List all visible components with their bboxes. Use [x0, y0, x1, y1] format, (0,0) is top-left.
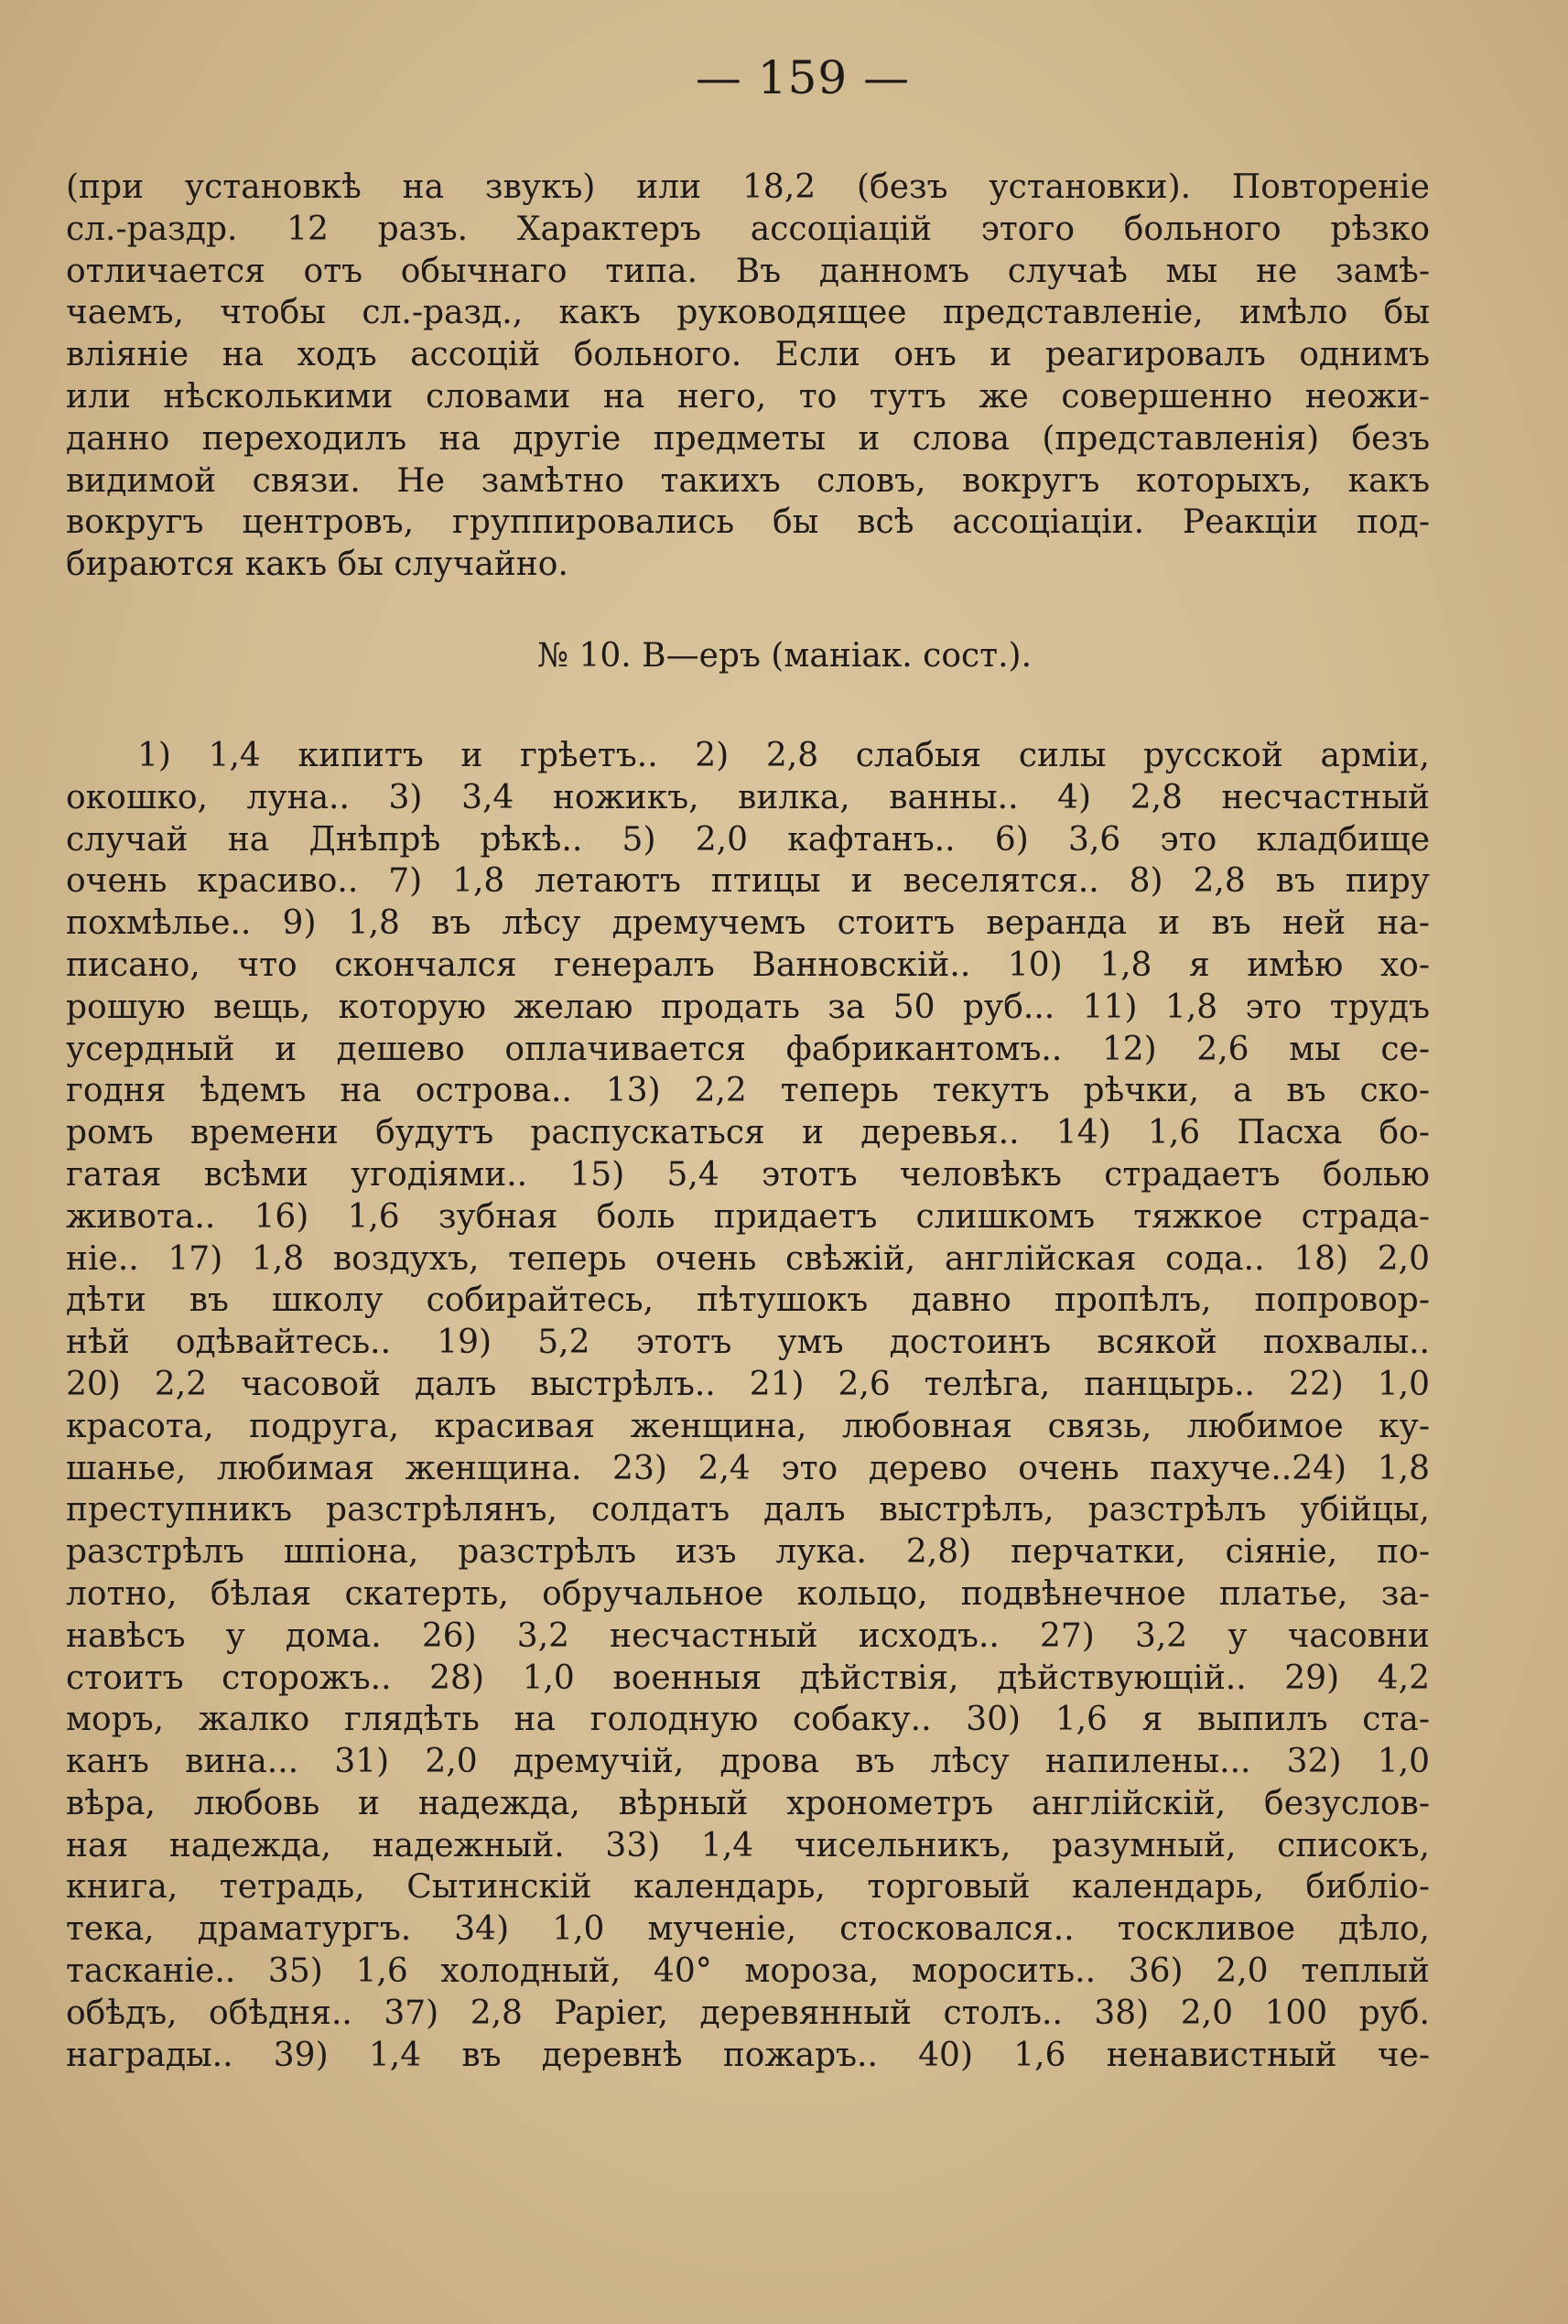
text-line: 1) 1,4 кипитъ и грѣетъ.. 2) 2,8 слабыя силы русской арміи,	[137, 736, 1430, 774]
text-line: писано, что скончался генералъ Ванновскій.. 10) 1,8 я имѣю хо-	[66, 946, 1430, 984]
text-line: ная надежда, надежный. 33) 1,4 чисельникъ, разумный, списокъ,	[66, 1826, 1430, 1865]
text-line: шанье, любимая женщина. 23) 2,4 это дерево очень пахуче..24) 1,8	[66, 1449, 1430, 1487]
text-line: видимой связи. Не замѣтно такихъ словъ, вокругъ которыхъ, какъ	[66, 461, 1430, 500]
text-line: разстрѣлъ шпіона, разстрѣлъ изъ лука. 2,8) перчатки, сіяніе, по-	[66, 1533, 1430, 1572]
paragraph-1	[66, 167, 1430, 586]
page-number: — 159 —	[695, 51, 911, 104]
section-heading: № 10. В—еръ (маніак. сост.).	[536, 636, 1033, 675]
text-line: гатая всѣми угодіями.. 15) 5,4 этотъ человѣкъ страдаетъ болью	[66, 1155, 1430, 1194]
text-line: моръ, жалко глядѣть на голодную собаку.. 30) 1,6 я выпилъ ста-	[66, 1701, 1430, 1739]
text-line: книга, тетрадь, Сытинскій календарь, торговый календарь, библіо-	[66, 1868, 1430, 1907]
text-line: годня ѣдемъ на острова.. 13) 2,2 теперь текутъ рѣчки, а въ ско-	[66, 1072, 1430, 1110]
text-line: данно переходилъ на другіе предметы и слова (представленія) безъ	[66, 419, 1430, 458]
paragraph-2	[66, 735, 1430, 2077]
text-line: дѣти въ школу собирайтесь, пѣтушокъ давно пропѣлъ, попровор-	[66, 1281, 1430, 1320]
text-line: чаемъ, чтобы сл.-разд., какъ руководящее представленіе, имѣло бы	[66, 294, 1430, 332]
text-line: красота, подруга, красивая женщина, любовная связь, любимое ку-	[66, 1407, 1430, 1445]
text-line: лотно, бѣлая скатерть, обручальное кольцо, подвѣнечное платье, за-	[66, 1574, 1430, 1613]
text-line: вліяніе на ходъ ассоцій больного. Если онъ и реагировалъ однимъ	[66, 336, 1430, 374]
book-page	[66, 51, 1430, 2076]
text-line: бираются какъ бы случайно.	[66, 546, 568, 584]
text-line: окошко, луна.. 3) 3,4 ножикъ, вилка, ванны.. 4) 2,8 несчастный	[66, 778, 1430, 816]
text-line: вокругъ центровъ, группировались бы всѣ ассоціаціи. Реакціи под-	[66, 503, 1430, 542]
text-line: тека, драматургъ. 34) 1,0 мученіе, стосковался.. тоскливое дѣло,	[66, 1910, 1430, 1949]
text-line: рошую вещь, которую желаю продать за 50 руб... 11) 1,8 это трудъ	[66, 988, 1430, 1026]
text-line: навѣсъ у дома. 26) 3,2 несчастный исходъ.. 27) 3,2 у часовни	[66, 1616, 1430, 1655]
text-line: нѣй одѣвайтесь.. 19) 5,2 этотъ умъ достоинъ всякой похвалы..	[66, 1324, 1430, 1362]
text-line: ніе.. 17) 1,8 воздухъ, теперь очень свѣжій, англійская сода.. 18) 2,0	[66, 1239, 1430, 1278]
text-line: преступникъ разстрѣлянъ, солдатъ далъ выстрѣлъ, разстрѣлъ убійцы,	[66, 1491, 1430, 1530]
text-line: 20) 2,2 часовой далъ выстрѣлъ.. 21) 2,6 телѣга, панцырь.. 22) 1,0	[66, 1365, 1430, 1403]
text-line: живота.. 16) 1,6 зубная боль придаетъ слишкомъ тяжкое страда-	[66, 1197, 1430, 1236]
text-line: похмѣлье.. 9) 1,8 въ лѣсу дремучемъ стоитъ веранда и въ ней на-	[66, 904, 1430, 943]
text-line: обѣдъ, обѣдня.. 37) 2,8 Papier, деревянный столъ.. 38) 2,0 100 руб.	[66, 1994, 1430, 2032]
text-line: (при установкѣ на звукъ) или 18,2 (безъ установки). Повтореніе	[66, 168, 1430, 206]
text-line: или нѣсколькими словами на него, то тутъ же совершенно неожи-	[66, 377, 1430, 416]
text-line: случай на Днѣпрѣ рѣкѣ.. 5) 2,0 кафтанъ.. 6) 3,6 это кладбище	[66, 820, 1430, 859]
text-line: отличается отъ обычнаго типа. Въ данномъ случаѣ мы не замѣ-	[66, 252, 1430, 290]
text-line: усердный и дешево оплачивается фабрикантомъ.. 12) 2,6 мы се-	[66, 1030, 1430, 1068]
text-line: очень красиво.. 7) 1,8 летаютъ птицы и веселятся.. 8) 2,8 въ пиру	[66, 862, 1430, 901]
text-line: сл.-раздр. 12 разъ. Характеръ ассоціацій этого больного рѣзко	[66, 210, 1430, 248]
text-line: награды.. 39) 1,4 въ деревнѣ пожаръ.. 40) 1,6 ненавистный че-	[66, 2036, 1430, 2074]
text-line: тасканіе.. 35) 1,6 холодный, 40° мороза, моросить.. 36) 2,0 теплый	[66, 1952, 1430, 1991]
text-line: канъ вина... 31) 2,0 дремучій, дрова въ лѣсу напилены... 32) 1,0	[66, 1743, 1430, 1781]
text-line: ромъ времени будутъ распускаться и деревья.. 14) 1,6 Пасха бо-	[66, 1114, 1430, 1152]
text-line: вѣра, любовь и надежда, вѣрный хронометръ англійскій, безуслов-	[66, 1784, 1430, 1822]
text-line: стоитъ сторожъ.. 28) 1,0 военныя дѣйствія, дѣйствующій.. 29) 4,2	[66, 1659, 1430, 1697]
